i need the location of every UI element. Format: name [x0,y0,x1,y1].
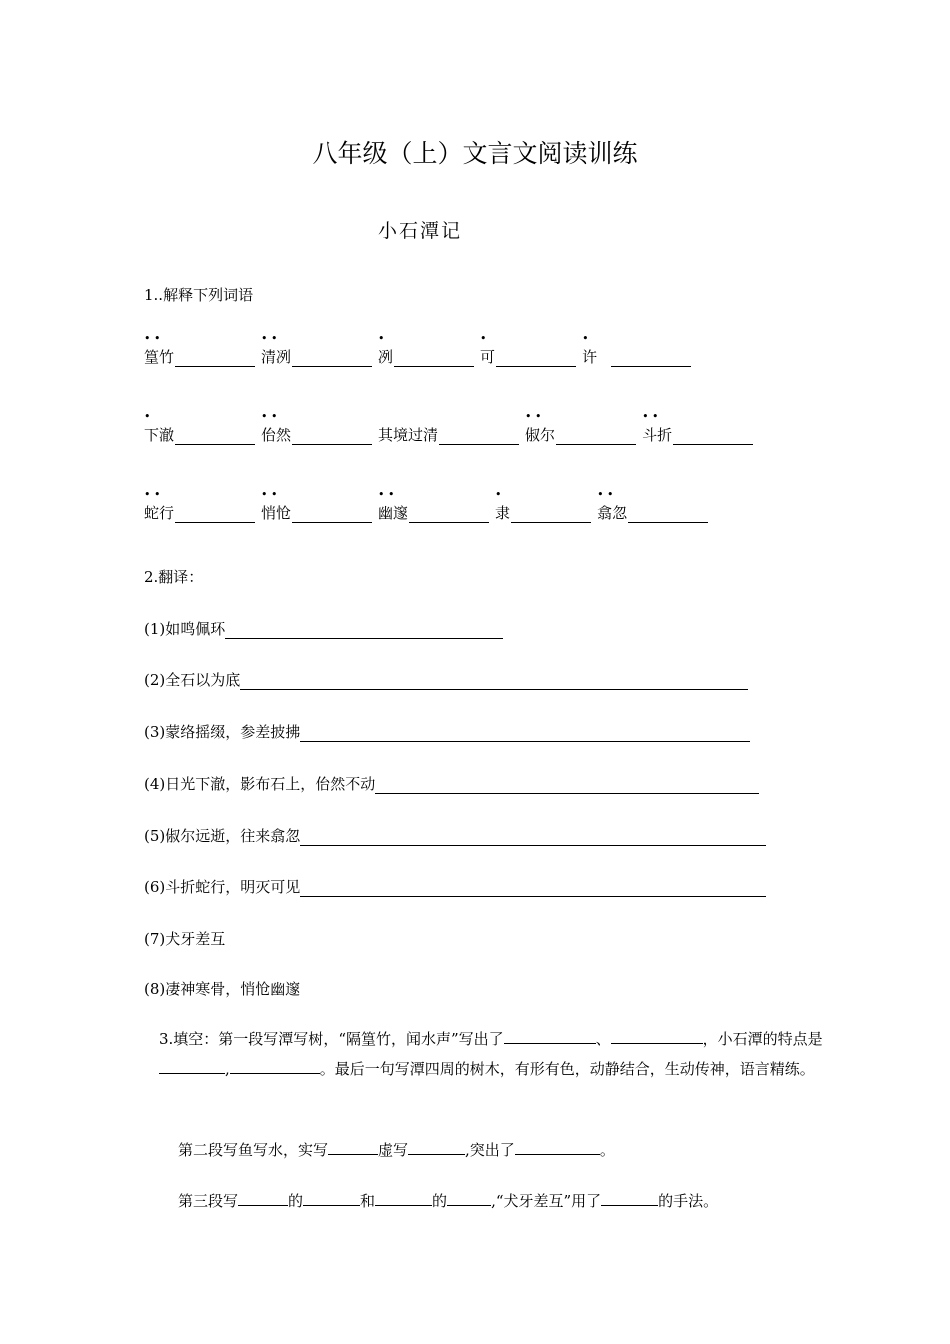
q3-text: 、 [595,1030,611,1048]
answer-line[interactable] [225,624,503,639]
q3-text: 和 [360,1192,376,1210]
q3-paragraph-3 [178,1190,718,1211]
translation-sentence: (7)犬牙差互 [144,930,226,948]
vocab-item [480,332,576,367]
q3-text: 。 [599,1141,615,1159]
answer-blank[interactable] [292,430,372,445]
vocab-item [144,332,255,367]
answer-blank[interactable] [628,508,708,523]
fill-blank[interactable] [375,1191,432,1206]
emphasis-dots: • • [642,410,659,423]
vocab-row [144,332,697,367]
vocab-item [378,332,474,367]
fill-blank[interactable] [238,1191,288,1206]
vocab-item [261,332,372,367]
answer-blank[interactable] [394,352,474,367]
emphasis-dots: • • [261,488,278,501]
vocab-word: 下澈 [144,426,175,444]
answer-blank[interactable] [611,352,691,367]
emphasis-dots: • [582,332,589,345]
vocab-item [582,332,691,367]
emphasis-dots: • • [597,488,614,501]
translation-sentence: (8)凄神寒骨，悄怆幽邃 [144,980,301,998]
q3-paragraph-2 [178,1139,615,1160]
answer-blank[interactable] [439,430,519,445]
answer-blank[interactable] [511,508,591,523]
q3-text: ,“犬牙差互”用了 [491,1192,602,1210]
emphasis-dots: • • [261,410,278,423]
answer-blank[interactable] [292,352,372,367]
emphasis-dots: • • [261,332,278,345]
vocab-word: 斗折 [642,426,673,444]
q1-heading: 1..解释下列词语 [144,286,254,304]
emphasis-dots: • [144,410,151,423]
q3-text: 第三段写 [178,1192,239,1210]
vocab-word: 许 [582,348,598,366]
vocab-item [495,488,591,523]
fill-blank[interactable] [504,1029,596,1044]
q3-paragraph-1 [144,1024,824,1084]
vocab-item [525,410,636,445]
vocab-item [261,410,372,445]
emphasis-dots: • [378,332,385,345]
q3-text: 的手法。 [658,1192,719,1210]
answer-blank[interactable] [175,430,255,445]
q3-text: 的 [432,1192,448,1210]
fill-blank[interactable] [611,1029,703,1044]
fill-blank[interactable] [515,1140,600,1155]
vocab-row [144,488,714,523]
q3-text: 3.填空：第一段写潭写树，“隔篁竹，闻水声”写出了 [159,1030,504,1048]
vocab-item [261,488,372,523]
vocab-word: 翕忽 [597,504,628,522]
answer-line[interactable] [300,882,766,897]
translation-item [144,978,300,999]
subtitle: 小石潭记 [378,220,463,242]
emphasis-dots: • • [378,488,395,501]
vocab-word: 蛇行 [144,504,175,522]
emphasis-dots: • • [144,332,161,345]
q3-text: 第二段写鱼写水，实写 [178,1141,329,1159]
translation-sentence: (5)俶尔远逝，往来翕忽 [144,827,301,845]
answer-line[interactable] [240,675,748,690]
q3-text: 虚写 [378,1141,409,1159]
vocab-item [642,410,753,445]
q3-text: , [225,1060,230,1078]
answer-blank[interactable] [496,352,576,367]
vocab-word: 悄怆 [261,504,292,522]
vocab-word: 清冽 [261,348,292,366]
fill-blank[interactable] [447,1191,491,1206]
q2-heading: 2.翻译： [144,568,204,586]
translation-item [144,721,750,742]
vocab-item [597,488,708,523]
fill-blank[interactable] [601,1191,658,1206]
fill-blank[interactable] [159,1059,225,1074]
vocab-word: 冽 [378,348,394,366]
translation-item [144,773,759,794]
answer-blank[interactable] [175,352,255,367]
emphasis-dots: • • [525,410,542,423]
answer-line[interactable] [300,831,766,846]
vocab-word: 俶尔 [525,426,556,444]
translation-sentence: (6)斗折蛇行，明灭可见 [144,878,301,896]
translation-item [144,669,748,690]
vocab-word: 隶 [495,504,511,522]
vocab-item [378,424,519,445]
answer-blank[interactable] [556,430,636,445]
translation-item [144,876,766,897]
answer-blank[interactable] [292,508,372,523]
translation-item [144,618,503,639]
answer-line[interactable] [300,727,750,742]
q3-text: ，小石潭的特点是 [702,1030,823,1048]
emphasis-dots: • [495,488,502,501]
translation-sentence: (2)全石以为底 [144,671,241,689]
vocab-word: 篁竹 [144,348,175,366]
fill-blank[interactable] [408,1140,465,1155]
answer-blank[interactable] [175,508,255,523]
translation-item [144,928,225,949]
fill-blank[interactable] [230,1059,320,1074]
translation-sentence: (3)蒙络摇缀，参差披拂 [144,723,301,741]
page-title: 八年级（上）文言文阅读训练 [312,139,638,168]
vocab-word: 其境过清 [378,426,439,444]
vocab-item [144,488,255,523]
emphasis-dots: • [480,332,487,345]
fill-blank[interactable] [328,1140,378,1155]
vocab-word: 可 [480,348,496,366]
translation-sentence: (1)如鸣佩环 [144,620,226,638]
translation-sentence: (4)日光下澈，影布石上，佁然不动 [144,775,376,793]
answer-blank[interactable] [409,508,489,523]
vocab-word: 佁然 [261,426,292,444]
vocab-row [144,410,759,445]
vocab-item [378,488,489,523]
answer-blank[interactable] [673,430,753,445]
vocab-item [144,410,255,445]
q3-text: 的 [288,1192,304,1210]
vocab-word: 幽邃 [378,504,409,522]
emphasis-dots: • • [144,488,161,501]
fill-blank[interactable] [303,1191,360,1206]
q3-text: ,突出了 [465,1141,515,1159]
translation-item [144,825,766,846]
q3-text: 。最后一句写潭四周的树木，有形有色，动静结合，生动传神，语言精练。 [319,1060,815,1078]
answer-line[interactable] [375,779,759,794]
